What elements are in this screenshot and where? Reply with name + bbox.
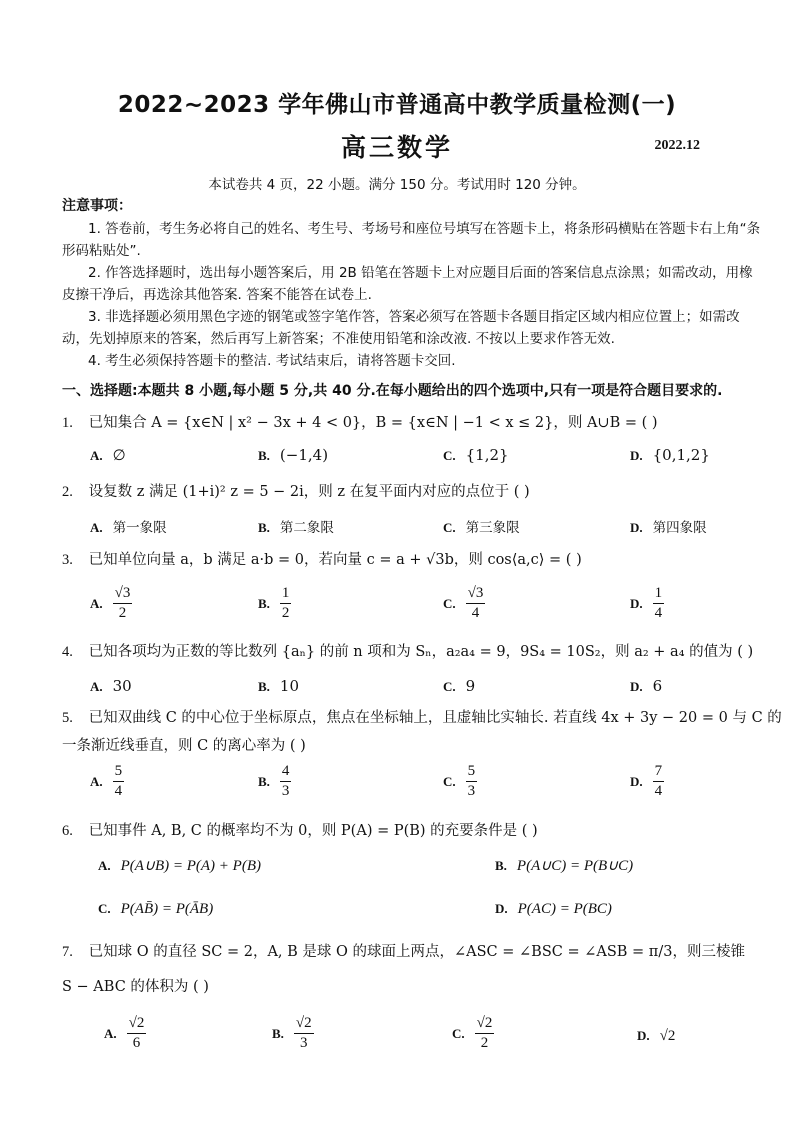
question-7 [62, 937, 762, 967]
option-4a[interactable]: A. 30 [90, 677, 132, 695]
question-7-line2 [62, 972, 762, 1002]
option-6a[interactable]: A. P(A∪B) = P(A) + P(B) [98, 858, 261, 874]
option-7c[interactable]: C. $\frac{√2}{2}$ [452, 1015, 493, 1051]
option-1b[interactable]: B. (−1,4) [258, 446, 329, 464]
question-text: 已知各项均为正数的等比数列 {aₙ} 的前 n 项和为 Sₙ，a₂a₄ = 9，9S₄ = 10S₂，则 a₂ + a₄ 的值为 ( ) [88, 644, 754, 660]
question-3 [62, 545, 762, 575]
option-6c[interactable]: C. P(AB̄) = P(ĀB) [98, 901, 214, 917]
option-3a[interactable]: A. $\frac{√3}{2}$ [90, 585, 131, 621]
question-number: 6. [62, 823, 73, 839]
question-5-line2 [62, 731, 762, 761]
option-6d[interactable]: D. P(AC) = P(BC) [495, 901, 612, 917]
exam-title: 2022~2023 学年佛山市普通高中教学质量检测(一) [117, 92, 677, 118]
question-number: 4. [62, 644, 73, 660]
option-1d[interactable]: D. {0,1,2} [630, 446, 710, 464]
option-1c[interactable]: C. {1,2} [443, 446, 509, 464]
question-number: 1. [62, 415, 73, 431]
option-5b[interactable]: B. $\frac{4}{3}$ [258, 763, 290, 799]
question-text: 一条渐近线垂直，则 C 的离心率为 ( ) [62, 738, 306, 754]
option-7a[interactable]: A. $\frac{√2}{6}$ [104, 1015, 145, 1051]
option-5d[interactable]: D. $\frac{7}{4}$ [630, 763, 663, 799]
notice-heading: 注意事项： [62, 198, 132, 214]
exam-subject: 高三数学 [340, 133, 453, 162]
notice-item-1: 1. 答卷前，考生务必将自己的姓名、考生号、考场号和座位号填写在答题卡上，将条形码横贴在答题卡右上角“条形码粘贴处”. [62, 221, 761, 259]
question-1 [62, 408, 762, 438]
question-text: 已知双曲线 C 的中心位于坐标原点，焦点在坐标轴上，且虚轴比实轴长. 若直线 4x + 3y − 20 = 0 与 C 的 [88, 710, 782, 726]
question-number: 2. [62, 484, 73, 500]
option-2c[interactable]: C. 第三象限 [443, 520, 520, 536]
option-6b[interactable]: B. P(A∪C) = P(B∪C) [495, 858, 634, 874]
option-2b[interactable]: B. 第二象限 [258, 520, 334, 536]
option-7b[interactable]: B. $\frac{√2}{3}$ [272, 1015, 312, 1051]
question-4 [62, 637, 762, 667]
exam-info: 本试卷共 4 页，22 小题。满分 150 分。考试用时 120 分钟。 [208, 177, 586, 193]
notice-item-3: 3. 非选择题必须用黑色字迹的钢笔或签字笔作答，答案必须写在答题卡各题目指定区域内相应位置上；如需改动，先划掉原来的答案，然后再写上新答案；不准使用铅笔和涂改液. 不按以上要求作答无效. [62, 309, 740, 347]
question-number: 3. [62, 552, 73, 568]
option-1a[interactable]: A. ∅ [90, 446, 126, 464]
question-text: S − ABC 的体积为 ( ) [62, 979, 209, 995]
question-2 [62, 477, 762, 507]
question-5 [62, 703, 782, 733]
option-2a[interactable]: A. 第一象限 [90, 520, 167, 536]
question-text: 已知球 O 的直径 SC = 2，A, B 是球 O 的球面上两点，∠ASC = ∠BSC = ∠ASB = π/3，则三棱锥 [88, 944, 745, 960]
exam-date: 2022.12 [654, 138, 700, 153]
question-number: 7. [62, 944, 73, 960]
question-text: 设复数 z 满足 (1+i)² z = 5 − 2i，则 z 在复平面内对应的点位于 ( ) [88, 484, 530, 500]
question-text: 已知集合 A = {x∈N | x² − 3x + 4 < 0}，B = {x∈N | −1 < x ≤ 2}，则 A∪B = ( ) [88, 415, 658, 431]
question-number: 5. [62, 710, 73, 726]
notice-item-2: 2. 作答选择题时，选出每小题答案后，用 2B 铅笔在答题卡上对应题目后面的答案信息点涂黑；如需改动，用橡皮擦干净后，再选涂其他答案. 答案不能答在试卷上. [62, 265, 753, 303]
option-3c[interactable]: C. $\frac{√3}{4}$ [443, 585, 484, 621]
option-5c[interactable]: C. $\frac{5}{3}$ [443, 763, 476, 799]
option-5a[interactable]: A. $\frac{5}{4}$ [90, 763, 123, 799]
option-4b[interactable]: B. 10 [258, 677, 300, 695]
notice-item-4: 4. 考生必须保持答题卡的整洁. 考试结束后，请将答题卡交回. [88, 353, 456, 369]
option-4c[interactable]: C. 9 [443, 677, 476, 695]
option-7d[interactable]: D. √2 [637, 1028, 676, 1044]
option-2d[interactable]: D. 第四象限 [630, 520, 707, 536]
section-heading: 一、选择题:本题共 8 小题,每小题 5 分,共 40 分.在每小题给出的四个选项中,只有一项是符合题目要求的. [62, 383, 723, 399]
option-4d[interactable]: D. 6 [630, 677, 663, 695]
option-3b[interactable]: B. $\frac{1}{2}$ [258, 585, 290, 621]
option-3d[interactable]: D. $\frac{1}{4}$ [630, 585, 663, 621]
question-6 [62, 816, 762, 846]
question-text: 已知事件 A, B, C 的概率均不为 0，则 P(A) = P(B) 的充要条件是 ( ) [88, 823, 538, 839]
question-text: 已知单位向量 a，b 满足 a·b = 0，若向量 c = a + √3b，则 cos⟨a,c⟩ = ( ) [88, 552, 582, 568]
